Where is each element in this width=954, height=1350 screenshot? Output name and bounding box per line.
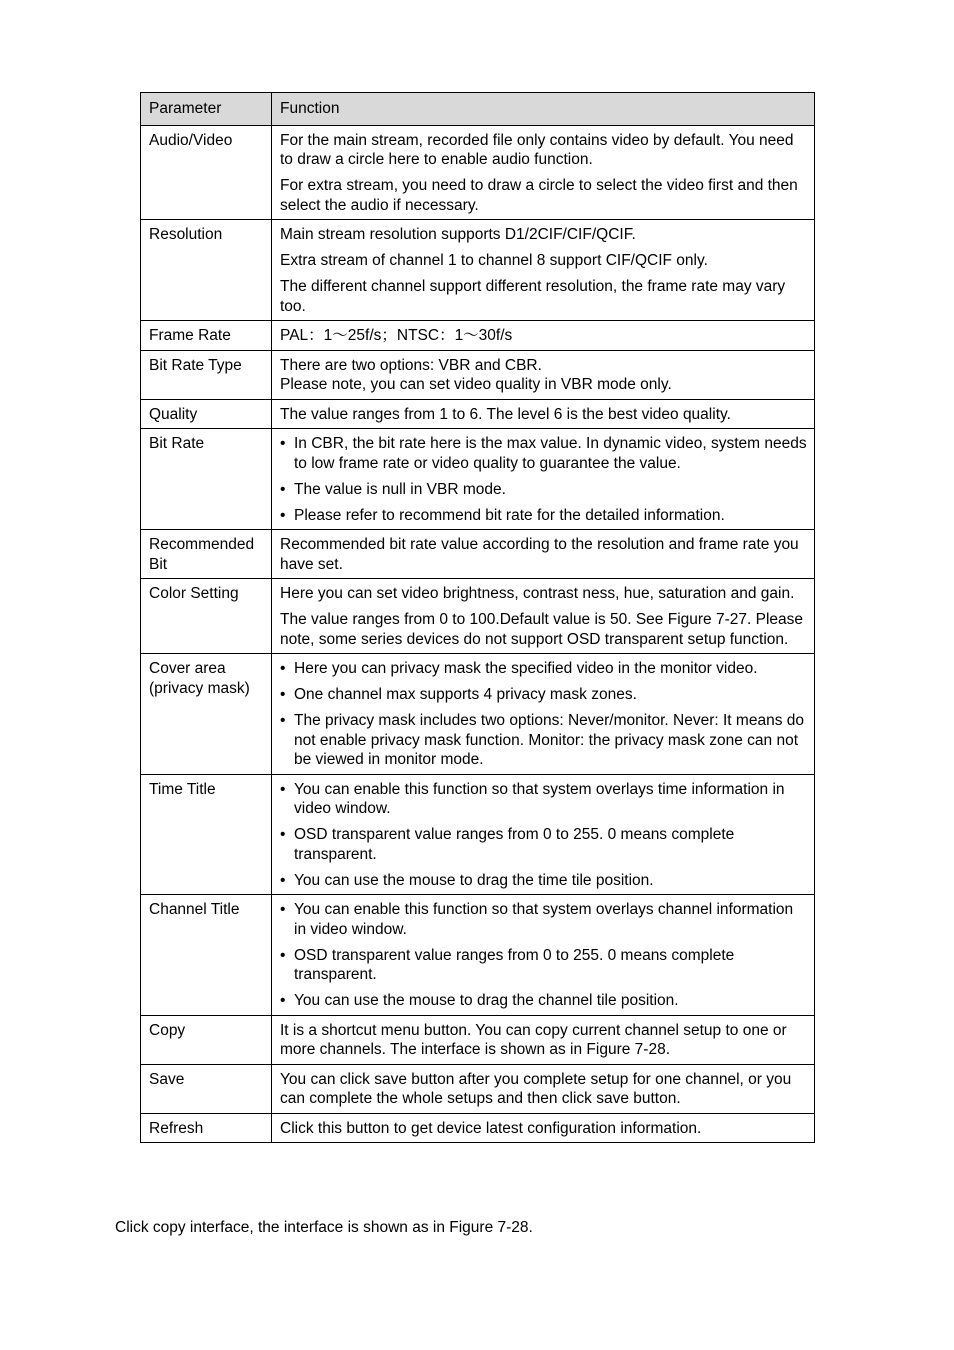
function-cell [272, 579, 815, 654]
parameter-cell: Bit Rate Type [141, 350, 272, 399]
bullet-list [280, 434, 807, 525]
table-body [141, 125, 815, 1143]
function-paragraph: PAL：1～25f/s；NTSC：1～30f/s [280, 327, 513, 344]
parameter-cell: Copy [141, 1015, 272, 1064]
bullet-list [280, 659, 807, 770]
function-paragraph: For extra stream, you need to draw a circle to select the video first and then select the audio if necessary. [280, 177, 798, 214]
table-row [141, 429, 815, 530]
table-row [141, 399, 815, 429]
function-paragraph: For the main stream, recorded file only contains video by default. You need to draw a circle here to enable audio function. [280, 131, 794, 168]
function-paragraph: Here you can set video brightness, contrast ness, hue, saturation and gain. [280, 585, 795, 602]
parameter-cell: Frame Rate [141, 321, 272, 351]
function-paragraph: The value ranges from 0 to 100.Default value is 50. See Figure 7-27. Please note, some series devices do not support OSD transparent setup function. [280, 611, 803, 648]
parameter-cell: Resolution [141, 220, 272, 321]
function-cell [272, 429, 815, 530]
table-row [141, 350, 815, 399]
figure-reference-text: Click copy interface, the interface is shown as in Figure 7-28. [115, 1219, 533, 1236]
parameter-cell: Quality [141, 399, 272, 429]
function-cell [272, 530, 815, 579]
function-cell [272, 399, 815, 429]
table-row [141, 774, 815, 895]
function-paragraph: Please note, you can set video quality in VBR mode only. [280, 376, 672, 393]
bullet-item: • You can use the mouse to drag the channel tile position. [280, 991, 807, 1011]
function-cell [272, 774, 815, 895]
function-paragraph: It is a shortcut menu button. You can copy current channel setup to one or more channels. The interface is shown as in Figure 7-28. [280, 1021, 787, 1058]
header-parameter: Parameter [141, 93, 272, 126]
bullet-item: • You can use the mouse to drag the time tile position. [280, 871, 807, 891]
bullet-item: • You can enable this function so that system overlays time information in video window. [280, 780, 807, 819]
table-header-row [141, 93, 815, 126]
bullet-list [280, 780, 807, 891]
function-cell [272, 220, 815, 321]
bullet-list [280, 900, 807, 1011]
function-paragraph: The value ranges from 1 to 6. The level 6 is the best video quality. [280, 405, 731, 423]
parameter-cell: Audio/Video [141, 125, 272, 220]
table-row [141, 1015, 815, 1064]
bullet-item: • In CBR, the bit rate here is the max value. In dynamic video, system needs to low frame rate or video quality to guarantee the value. [280, 434, 807, 473]
table-row [141, 220, 815, 321]
function-paragraph: Click this button to get device latest configuration information. [280, 1119, 702, 1137]
table-row [141, 579, 815, 654]
bullet-item: • The privacy mask includes two options: Never/monitor. Never: It means do not enable privacy mask function. Monitor: the privacy mask zone can not be viewed in monitor mode. [280, 711, 807, 770]
parameter-cell: Time Title [141, 774, 272, 895]
table-row [141, 895, 815, 1016]
function-cell [272, 895, 815, 1016]
function-paragraph: Main stream resolution supports D1/2CIF/CIF/QCIF. [280, 226, 636, 243]
bullet-item: • Here you can privacy mask the specified video in the monitor video. [280, 659, 807, 679]
function-paragraph: Extra stream of channel 1 to channel 8 support CIF/QCIF only. [280, 252, 708, 269]
bullet-item: • Please refer to recommend bit rate for the detailed information. [280, 506, 807, 526]
parameter-cell: Color Setting [141, 579, 272, 654]
table-row [141, 1113, 815, 1143]
table-row [141, 1064, 815, 1113]
parameter-table [140, 92, 815, 1143]
parameter-cell: Save [141, 1064, 272, 1113]
header-function: Function [272, 93, 815, 126]
function-paragraph: You can click save button after you complete setup for one channel, or you can complete the whole setups and then click save button. [280, 1070, 792, 1107]
function-paragraph: Recommended bit rate value according to the resolution and frame rate you have set. [280, 536, 799, 573]
parameter-cell: Refresh [141, 1113, 272, 1143]
bullet-item: • You can enable this function so that system overlays channel information in video window. [280, 900, 807, 939]
function-paragraph: The different channel support different resolution, the frame rate may vary too. [280, 278, 786, 315]
table-row [141, 321, 815, 351]
function-cell [272, 1015, 815, 1064]
function-paragraph: There are two options: VBR and CBR. [280, 356, 542, 374]
table-row [141, 125, 815, 220]
function-cell [272, 321, 815, 351]
table-row [141, 530, 815, 579]
function-cell [272, 1113, 815, 1143]
function-cell [272, 654, 815, 775]
table-row [141, 654, 815, 775]
function-cell [272, 350, 815, 399]
bullet-item: • The value is null in VBR mode. [280, 480, 807, 500]
function-cell [272, 1064, 815, 1113]
bullet-item: • OSD transparent value ranges from 0 to 255. 0 means complete transparent. [280, 946, 807, 985]
function-cell [272, 125, 815, 220]
parameter-cell: Bit Rate [141, 429, 272, 530]
parameter-cell: Recommended Bit [141, 530, 272, 579]
parameter-cell: Cover area (privacy mask) [141, 654, 272, 775]
bullet-item: • One channel max supports 4 privacy mask zones. [280, 685, 807, 705]
parameter-cell: Channel Title [141, 895, 272, 1016]
bullet-item: • OSD transparent value ranges from 0 to 255. 0 means complete transparent. [280, 825, 807, 864]
